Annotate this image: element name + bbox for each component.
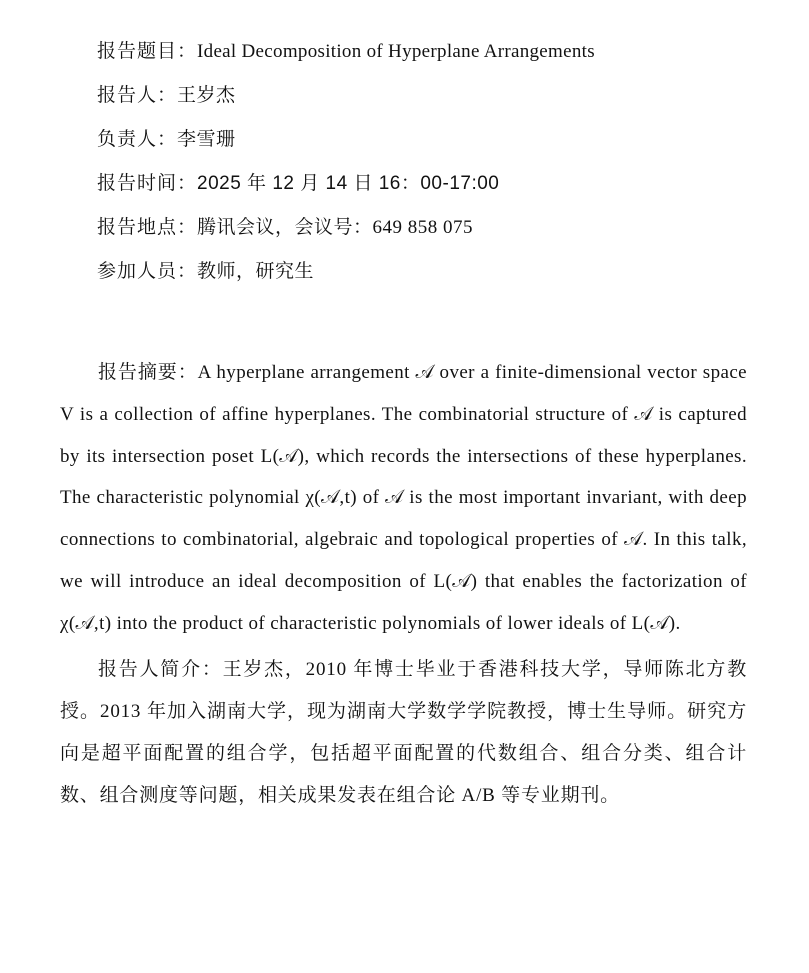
talk-info-section xyxy=(60,30,747,294)
abstract-label: 报告摘要： xyxy=(98,362,198,383)
organizer-value: 李雪珊 xyxy=(177,129,236,150)
field-report-title xyxy=(60,30,747,74)
field-location xyxy=(60,206,747,250)
bio-label: 报告人简介： xyxy=(98,658,223,680)
participants-label: 参加人员： xyxy=(97,261,198,282)
organizer-label: 负责人： xyxy=(97,129,178,150)
location-value: 腾讯会议，会议号：649 858 075 xyxy=(197,217,474,238)
field-speaker xyxy=(60,74,747,118)
field-time xyxy=(60,162,747,206)
speaker-bio-paragraph xyxy=(60,649,747,817)
abstract-text: A hyperplane arrangement 𝒜 over a finite-dimensional vector space V is a collection of affine hyperplanes. The combinatorial structure of 𝒜 is captured by its intersection poset L(𝒜), which records the intersections of these hyperplanes. The characteristic polynomial χ(𝒜,t) of 𝒜 is the most important invariant, with deep connections to combinatorial, algebraic and topological properties of 𝒜. In this talk, we will introduce an ideal decomposition of L(𝒜) that enables the factorization of χ(𝒜,t) into the product of characteristic polynomials of lower ideals of L(𝒜). xyxy=(60,362,747,634)
location-label: 报告地点： xyxy=(97,217,198,238)
bio-text: 王岁杰，2010 年博士毕业于香港科技大学，导师陈北方教授。2013 年加入湖南大学，现为湖南大学数学学院教授，博士生导师。研究方向是超平面配置的组合学，包括超平面配置的代数组合、组合分类、组合计数、组合测度等问题，相关成果发表在组合论 A/B 等专业期刊。 xyxy=(60,658,747,806)
abstract-paragraph xyxy=(60,352,747,645)
speaker-label: 报告人： xyxy=(97,85,178,106)
time-label: 报告时间： xyxy=(97,173,198,194)
report-title-value: Ideal Decomposition of Hyperplane Arrangements xyxy=(197,41,595,62)
time-value: 2025 年 12 月 14 日 16：00-17:00 xyxy=(197,173,500,194)
report-title-label: 报告题目： xyxy=(97,41,198,62)
field-organizer xyxy=(60,118,747,162)
speaker-value: 王岁杰 xyxy=(177,85,236,106)
participants-value: 教师，研究生 xyxy=(197,261,315,282)
field-participants xyxy=(60,250,747,294)
